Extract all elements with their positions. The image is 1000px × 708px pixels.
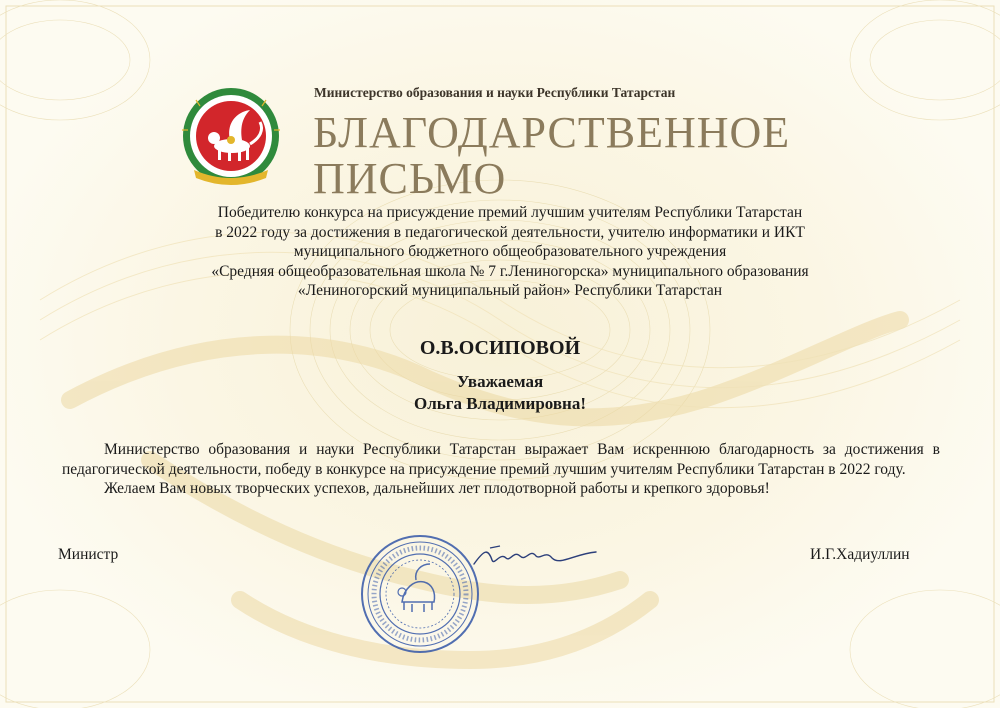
description-line: в 2022 году за достижения в педагогической деятельности, учителю информатики и ИКТ — [215, 223, 805, 241]
greeting — [0, 371, 1000, 415]
description-line: Победителю конкурса на присуждение премий лучшим учителям Республики Татарстан — [217, 204, 803, 221]
title-line-1: БЛАГОДАРСТВЕННОЕ — [313, 108, 791, 157]
description-line: «Средняя общеобразовательная школа № 7 г.Лениногорска» муниципального образования — [211, 262, 809, 280]
recipient-description — [150, 203, 870, 301]
recipient-name: О.В.ОСИПОВОЙ — [419, 337, 581, 359]
tatarstan-coat-of-arms-icon — [180, 86, 282, 192]
description-line: муниципального бюджетного общеобразовательного учреждения — [293, 243, 727, 260]
ministry-header: Министерство образования и науки Республики Татарстан — [314, 85, 676, 100]
document-title — [313, 110, 790, 202]
greeting-line-2: Ольга Владимировна! — [413, 394, 587, 413]
title-line-2: ПИСЬМО — [313, 154, 507, 203]
signatory-name: И.Г.Хадиуллин — [810, 546, 910, 563]
description-line: «Лениногорский муниципальный район» Республики Татарстан — [297, 282, 723, 299]
signatory-position: Министр — [58, 546, 119, 563]
greeting-line-1: Уважаемая — [456, 372, 544, 391]
body-paragraph-1: Министерство образования и науки Республики Татарстан выражает Вам искреннюю благодарность за достижения в педагогической деятельности, победу в конкурсе на присуждение премий лучшим учителям Республики Татарстан в 2022 году. — [62, 441, 940, 478]
official-round-seal-icon — [358, 532, 482, 656]
body-paragraph-2: Желаем Вам новых творческих успехов, дальнейших лет плодотворной работы и крепкого здоровья! — [104, 480, 770, 497]
body-text — [62, 440, 940, 499]
handwritten-signature-icon — [470, 538, 600, 574]
